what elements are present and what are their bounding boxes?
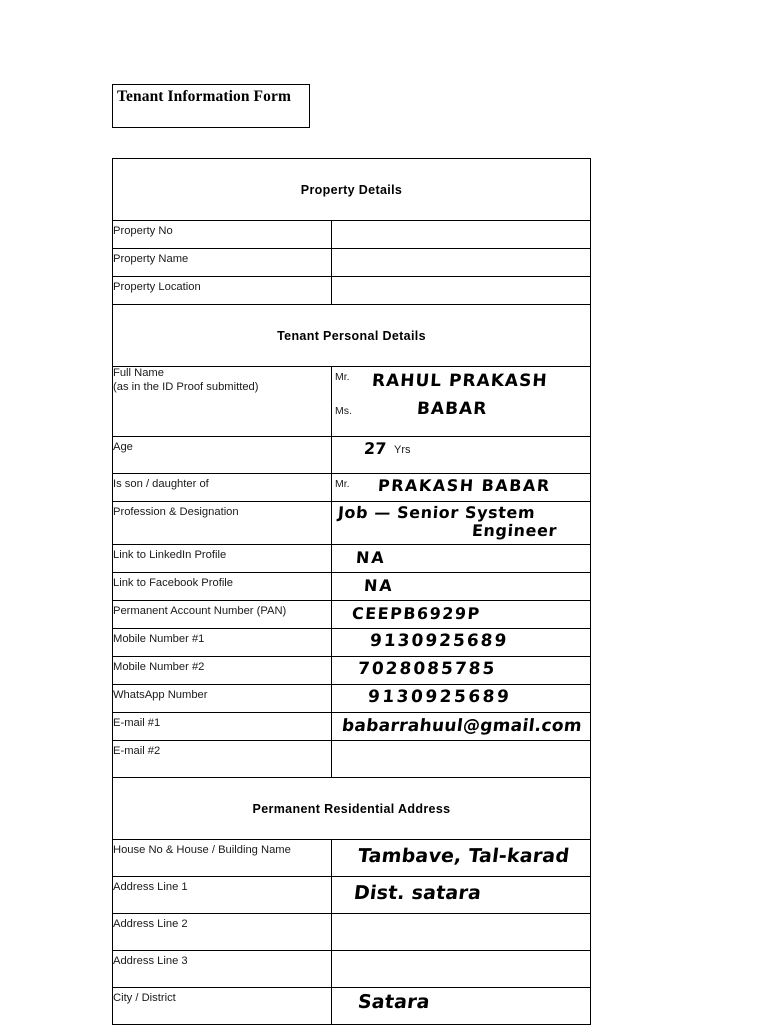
handwritten-facebook: NA <box>363 576 395 595</box>
label-address-line-1: Address Line 1 <box>113 877 332 914</box>
label-email-2: E-mail #2 <box>113 741 332 778</box>
label-facebook-profile: Link to Facebook Profile <box>113 573 332 601</box>
field-address-line-2[interactable] <box>332 914 591 951</box>
handwritten-city-district: Satara <box>356 991 432 1013</box>
handwritten-full-name-line1: RAHUL PRAKASH <box>371 371 549 391</box>
section-title-permanent-residential-address: Permanent Residential Address <box>252 801 451 816</box>
handwritten-mobile-2: 7028085785 <box>357 659 497 679</box>
table-row <box>113 367 591 437</box>
handwritten-profession-line1: Job — Senior System <box>337 503 536 522</box>
unit-years: Yrs <box>394 444 411 456</box>
field-whatsapp-number[interactable] <box>332 685 591 713</box>
handwritten-email-1: babarrahuul@gmail.com <box>340 716 584 736</box>
label-address-line-3: Address Line 3 <box>113 951 332 988</box>
field-property-name[interactable] <box>332 249 591 277</box>
prefix-ms: Ms. <box>335 405 352 417</box>
table-row <box>113 685 591 713</box>
tenant-information-table <box>112 158 591 1025</box>
section-title-property-details: Property Details <box>300 182 403 197</box>
label-city-district: City / District <box>113 988 332 1025</box>
table-row <box>113 914 591 951</box>
table-row <box>113 502 591 545</box>
field-address-line-1[interactable] <box>332 877 591 914</box>
label-address-line-2: Address Line 2 <box>113 914 332 951</box>
field-email-1[interactable] <box>332 713 591 741</box>
section-header-property-details <box>113 159 591 221</box>
field-mobile-number-2[interactable] <box>332 657 591 685</box>
prefix-mr: Mr. <box>335 478 350 490</box>
label-property-name: Property Name <box>113 249 332 277</box>
label-profession: Profession & Designation <box>113 502 332 545</box>
page-title: Tenant Information Form <box>117 88 291 105</box>
table-row <box>113 657 591 685</box>
label-mobile-number-2: Mobile Number #2 <box>113 657 332 685</box>
table-row <box>113 713 591 741</box>
table-row <box>113 741 591 778</box>
table-row <box>113 629 591 657</box>
handwritten-full-name-line2: BABAR <box>416 399 489 419</box>
field-profession[interactable] <box>332 502 591 545</box>
label-linkedin-profile: Link to LinkedIn Profile <box>113 545 332 573</box>
section-header-permanent-residential-address <box>113 778 591 840</box>
label-email-1: E-mail #1 <box>113 713 332 741</box>
handwritten-profession-line2: Engineer <box>471 521 558 540</box>
label-property-no: Property No <box>113 221 332 249</box>
section-header-tenant-personal-details <box>113 305 591 367</box>
section-header-cell <box>113 778 591 840</box>
handwritten-pan: CEEPB6929P <box>351 604 482 623</box>
field-linkedin-profile[interactable] <box>332 545 591 573</box>
field-mobile-number-1[interactable] <box>332 629 591 657</box>
handwritten-house-no: Tambave, Tal-karad <box>356 845 571 867</box>
field-house-no[interactable] <box>332 840 591 877</box>
table-row <box>113 573 591 601</box>
handwritten-linkedin: NA <box>355 548 387 567</box>
field-address-line-3[interactable] <box>332 951 591 988</box>
field-age[interactable] <box>332 437 591 474</box>
label-house-no: House No & House / Building Name <box>113 840 332 877</box>
table-row <box>113 840 591 877</box>
table-row <box>113 601 591 629</box>
field-full-name[interactable] <box>332 367 591 437</box>
section-title-tenant-personal-details: Tenant Personal Details <box>277 328 426 343</box>
label-mobile-number-1: Mobile Number #1 <box>113 629 332 657</box>
field-facebook-profile[interactable] <box>332 573 591 601</box>
label-parent-name: Is son / daughter of <box>113 474 332 502</box>
section-header-cell <box>113 159 591 221</box>
section-header-cell <box>113 305 591 367</box>
field-parent-name[interactable] <box>332 474 591 502</box>
handwritten-parent-name: PRAKASH BABAR <box>377 476 552 495</box>
table-row <box>113 988 591 1025</box>
field-property-location[interactable] <box>332 277 591 305</box>
label-age: Age <box>113 437 332 474</box>
label-pan: Permanent Account Number (PAN) <box>113 601 332 629</box>
handwritten-address-line-1: Dist. satara <box>352 882 483 904</box>
table-row <box>113 474 591 502</box>
field-email-2[interactable] <box>332 741 591 778</box>
label-property-location: Property Location <box>113 277 332 305</box>
field-city-district[interactable] <box>332 988 591 1025</box>
table-row <box>113 877 591 914</box>
field-pan[interactable] <box>332 601 591 629</box>
field-property-no[interactable] <box>332 221 591 249</box>
form-title-box <box>112 84 310 128</box>
label-whatsapp-number: WhatsApp Number <box>113 685 332 713</box>
table-row <box>113 221 591 249</box>
table-row <box>113 249 591 277</box>
table-row <box>113 277 591 305</box>
handwritten-whatsapp: 9130925689 <box>367 687 512 707</box>
table-row <box>113 437 591 474</box>
handwritten-mobile-1: 9130925689 <box>369 631 509 651</box>
label-full-name: Full Name (as in the ID Proof submitted) <box>113 367 332 437</box>
handwritten-age: 27 <box>363 439 387 458</box>
table-row <box>113 545 591 573</box>
prefix-mr: Mr. <box>335 371 350 383</box>
table-row <box>113 951 591 988</box>
